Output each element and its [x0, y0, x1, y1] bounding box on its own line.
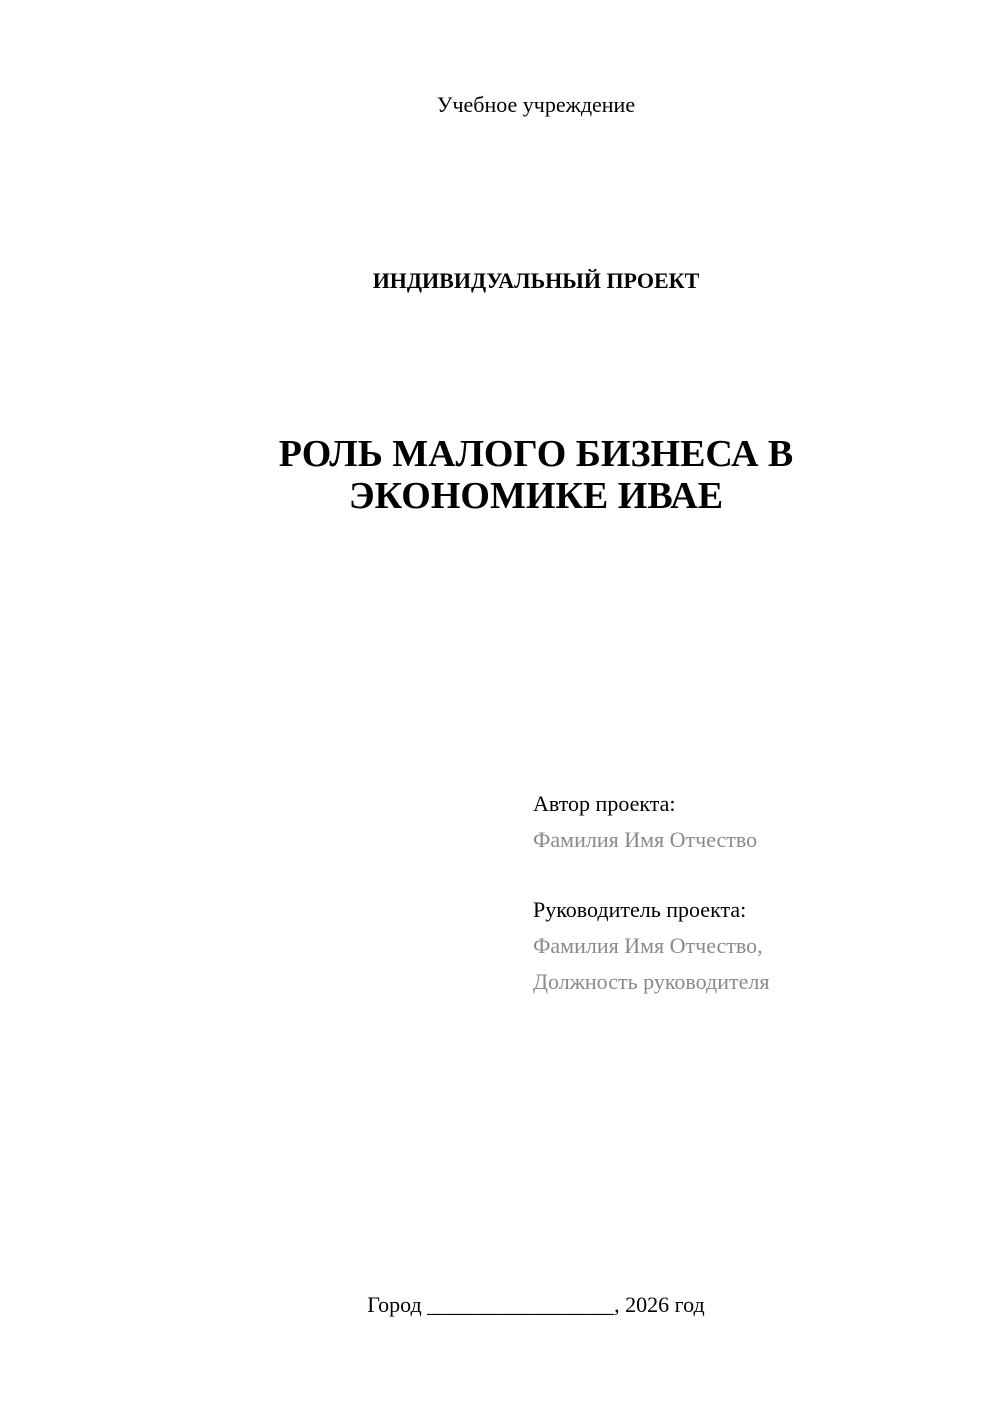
authors-spacer [533, 858, 973, 892]
supervisor-position-placeholder[interactable]: Должность руководителя [533, 969, 770, 994]
authors-block [533, 786, 973, 1000]
author-name-placeholder[interactable]: Фамилия Имя Отчество [533, 827, 758, 852]
city-year-footer: Город _________________, 2026 год [367, 1292, 705, 1317]
supervisor-label: Руководитель проекта: [533, 897, 747, 922]
supervisor-name-placeholder[interactable]: Фамилия Имя Отчество, [533, 933, 763, 958]
document-type-heading: ИНДИВИДУАЛЬНЫЙ ПРОЕКТ [372, 268, 700, 293]
project-title-line-1: РОЛЬ МАЛОГО БИЗНЕСА В [278, 433, 794, 475]
institution-name: Учебное учреждение [436, 92, 636, 117]
project-title [0, 433, 1000, 517]
author-label: Автор проекта: [533, 791, 676, 816]
project-title-line-2: ЭКОНОМИКЕ ИВАЕ [348, 475, 724, 517]
